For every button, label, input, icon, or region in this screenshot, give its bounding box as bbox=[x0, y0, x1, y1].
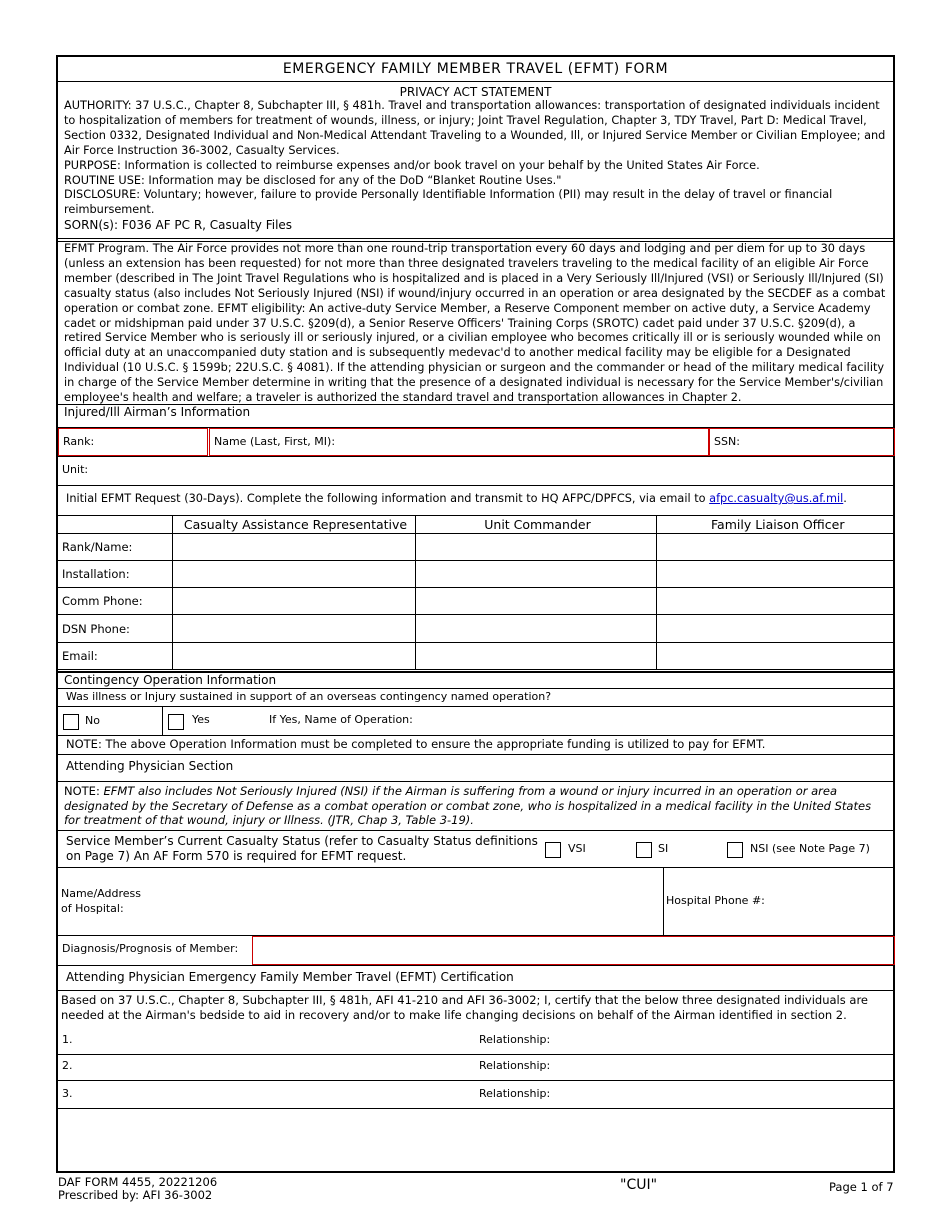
disclosure-text: Voluntary; however, failure to provide Personally Identifiable Information (PII) may result in the delay of travel or financial reimbursement. bbox=[64, 188, 833, 217]
car-rank-name-field[interactable] bbox=[172, 533, 415, 560]
certification-heading-row bbox=[58, 966, 893, 991]
initial-request-period: . bbox=[843, 492, 847, 505]
efmt-program-body: The Air Force provides not more than one round-trip transportation every 60 days and lodging and per diem for up to 30 days (unless an extension has been requested) for not more than three designated travelers traveling to the medical facility of an eligible Air Force member (described in The Joint Travel Regulations who is hospitalized and is placed in a Very Seriously Ill/Injured (VSI) or Seriously Ill/Injured (SI) casualty status (also includes Not Seriously Injured (NSI) if wound/injury occurred in an operation or area designated by the SECDEF as a combat operation or combat zone. EFMT eligibility: An active-duty Service Member, a Reserve Component member on active duty, a Service Academy cadet or midshipman paid under 37 U.S.C. §209(d), a Senior Reserve Officers' Training Corps (SROTC) cadet paid under 37 U.S.C. §209(d), a retired Service Member who is seriously ill or seriously injured, or a civilian employee who becomes critically ill or is seriously wounded while on official duty at an unaccompanied duty station and is subsequently medevac'd to another medical facility may be eligible for a Designated Individual (10 U.S.C. § 1599b; 22U.S.C. § 4081). If the attending physician or surgeon and the commander or head of the military medical facility in charge of the Service Member determine in writing that the presence of a designated individual is necessary for the Service Member's/civilian employee's health and welfare; a traveler is authorized the standard travel and transportation allowances in Chapter 2. bbox=[64, 242, 886, 405]
name-field[interactable] bbox=[209, 428, 709, 456]
privacy-purpose bbox=[64, 159, 887, 174]
commander-installation-field[interactable] bbox=[415, 560, 656, 587]
purpose-label: PURPOSE: bbox=[64, 158, 121, 172]
contacts-col-header: Unit Commander bbox=[415, 516, 656, 533]
disclosure-label: DISCLOSURE: bbox=[64, 188, 141, 202]
row-label: Rank/Name: bbox=[58, 533, 172, 560]
flo-rank-name-field[interactable] bbox=[656, 533, 895, 560]
physician-heading: Attending Physician Section bbox=[66, 759, 234, 773]
hospital-label-line: of Hospital: bbox=[61, 902, 124, 915]
row-label: Email: bbox=[58, 642, 172, 669]
ssn-label: SSN: bbox=[714, 435, 740, 448]
answer-divider bbox=[162, 707, 163, 735]
routine-use-label: ROUTINE USE: bbox=[64, 173, 145, 187]
diagnosis-row bbox=[58, 936, 893, 966]
physician-note-label: NOTE: bbox=[64, 784, 100, 798]
designee-row[interactable] bbox=[58, 1029, 893, 1055]
nsi-label: NSI (see Note Page 7) bbox=[750, 842, 870, 855]
contacts-header-blank bbox=[58, 516, 172, 533]
efmt-program-text bbox=[64, 242, 887, 406]
hospital-name-field[interactable] bbox=[148, 870, 658, 932]
contingency-note-row bbox=[58, 736, 893, 755]
airman-info-heading: Injured/Ill Airman’s Information bbox=[64, 405, 251, 419]
si-checkbox[interactable] bbox=[636, 842, 652, 858]
flo-installation-field[interactable] bbox=[656, 560, 895, 587]
casualty-status-row bbox=[58, 831, 893, 868]
unit-row[interactable] bbox=[58, 457, 893, 486]
car-installation-field[interactable] bbox=[172, 560, 415, 587]
commander-dsn-phone-field[interactable] bbox=[415, 615, 656, 642]
rank-field[interactable] bbox=[58, 428, 208, 456]
row-label: Installation: bbox=[58, 560, 172, 587]
contacts-table bbox=[58, 516, 895, 670]
unit-label: Unit: bbox=[62, 463, 89, 476]
cui-marking: "CUI" bbox=[620, 1177, 658, 1193]
designee-row[interactable] bbox=[58, 1081, 893, 1109]
flo-comm-phone-field[interactable] bbox=[656, 588, 895, 615]
page-number: Page 1 of 7 bbox=[829, 1180, 894, 1194]
efmt-form bbox=[56, 55, 895, 1173]
routine-use-text: Information may be disclosed for any of the DoD “Blanket Routine Uses." bbox=[144, 173, 562, 187]
physician-note-text: EFMT also includes Not Seriously Injured (NSI) if the Airman is suffering from a wound or injury incurred in an operation or area designated by the Secretary of Defense as a combat operation or combat zone, who is hospitalized in a medical facility in the United States for treatment of that wound, injury or Illness. (JTR, Chap 3, Table 3-19). bbox=[64, 784, 872, 828]
form-title: EMERGENCY FAMILY MEMBER TRAVEL (EFMT) FORM bbox=[282, 61, 669, 77]
car-email-field[interactable] bbox=[172, 642, 415, 669]
casualty-email-link[interactable]: afpc.casualty@us.af.mil bbox=[709, 492, 844, 505]
hospital-phone-label: Hospital Phone #: bbox=[666, 894, 765, 907]
operation-name-label: If Yes, Name of Operation: bbox=[269, 713, 413, 726]
yes-label: Yes bbox=[192, 713, 210, 726]
operation-name-field[interactable] bbox=[428, 709, 888, 733]
casualty-status-line: on Page 7) An AF Form 570 is required for EFMT request. bbox=[66, 848, 407, 863]
sorn-label: SORN(s): bbox=[64, 218, 119, 233]
table-row bbox=[58, 533, 895, 560]
table-row bbox=[58, 642, 895, 669]
contingency-heading-row bbox=[58, 673, 893, 689]
privacy-routine-use bbox=[64, 174, 887, 189]
form-title-row bbox=[58, 57, 893, 82]
privacy-act-section bbox=[58, 82, 893, 239]
efmt-program-label: EFMT Program. bbox=[64, 242, 150, 255]
authority-label: AUTHORITY: bbox=[64, 99, 132, 112]
physician-heading-row bbox=[58, 755, 893, 782]
hospital-phone-field[interactable] bbox=[768, 870, 892, 932]
row-label: Comm Phone: bbox=[58, 588, 172, 615]
table-row bbox=[58, 560, 895, 587]
casualty-status-text bbox=[66, 834, 538, 863]
relationship-label: Relationship: bbox=[479, 1087, 551, 1100]
initial-request-row bbox=[58, 486, 893, 516]
privacy-authority bbox=[64, 99, 887, 159]
table-row bbox=[58, 588, 895, 615]
hospital-label-line: Name/Address bbox=[61, 887, 141, 900]
designee-number: 1. bbox=[62, 1033, 73, 1046]
nsi-checkbox[interactable] bbox=[727, 842, 743, 858]
sorn-text: F036 AF PC R, Casualty Files bbox=[118, 218, 293, 233]
no-checkbox[interactable] bbox=[63, 714, 79, 730]
privacy-disclosure bbox=[64, 188, 887, 218]
certification-heading: Attending Physician Emergency Family Member Travel (EFMT) Certification bbox=[66, 970, 514, 984]
physician-note-row bbox=[58, 782, 893, 831]
contingency-question: Was illness or Injury sustained in support of an overseas contingency named operation? bbox=[66, 690, 552, 703]
authority-text: 37 U.S.C., Chapter 8, Subchapter III, § 481h. Travel and transportation allowances: transportation of designated individuals incident to hospitalization of members for treatment of wounds, illness, or injury; Joint Travel Regulation, Chapter 3, TDY Travel, Part D: Medical Travel, Section 0332, Designated Individual and Non-Medical Attendant Traveling to a Wounded, Ill, or Injured Service Member or Civilian Employee; and Air Force Instruction 36-3002, Casualty Services. bbox=[64, 99, 886, 157]
hospital-row bbox=[58, 868, 893, 936]
ssn-field[interactable] bbox=[709, 428, 895, 456]
flo-email-field[interactable] bbox=[656, 642, 895, 669]
vsi-label: VSI bbox=[568, 842, 586, 855]
row-label: DSN Phone: bbox=[58, 615, 172, 642]
no-label: No bbox=[85, 714, 100, 727]
car-comm-phone-field[interactable] bbox=[172, 588, 415, 615]
physician-note bbox=[64, 784, 887, 828]
form-id: DAF FORM 4455, 20221206 bbox=[58, 1175, 218, 1189]
car-dsn-phone-field[interactable] bbox=[172, 615, 415, 642]
privacy-sorn bbox=[64, 218, 887, 233]
contingency-answer-row bbox=[58, 707, 893, 736]
rank-label: Rank: bbox=[63, 435, 95, 448]
purpose-text: Information is collected to reimburse expenses and/or book travel on your behalf by the United States Air Force. bbox=[120, 158, 760, 172]
si-label: SI bbox=[658, 842, 669, 855]
flo-dsn-phone-field[interactable] bbox=[656, 615, 895, 642]
designee-number: 2. bbox=[62, 1059, 73, 1072]
certification-text: Based on 37 U.S.C., Chapter 8, Subchapter III, § 481h, AFI 41-210 and AFI 36-3002; I, certify that the below three designated individuals are needed at the Airman's bedside to aid in recovery and/or to make life changing decisions on behalf of the Airman identified in section 2. bbox=[61, 993, 868, 1022]
contacts-header-row bbox=[58, 516, 895, 533]
relationship-label: Relationship: bbox=[479, 1059, 551, 1072]
prescribed-by: Prescribed by: AFI 36-3002 bbox=[58, 1188, 213, 1202]
casualty-status-line: Service Member’s Current Casualty Status (refer to Casualty Status definitions bbox=[66, 834, 538, 848]
commander-rank-name-field[interactable] bbox=[415, 533, 656, 560]
commander-comm-phone-field[interactable] bbox=[415, 588, 656, 615]
hospital-name-label bbox=[61, 886, 141, 916]
relationship-label: Relationship: bbox=[479, 1033, 551, 1046]
commander-email-field[interactable] bbox=[415, 642, 656, 669]
diagnosis-field[interactable] bbox=[252, 936, 895, 965]
designee-row[interactable] bbox=[58, 1055, 893, 1081]
yes-checkbox[interactable] bbox=[168, 714, 184, 730]
diagnosis-label: Diagnosis/Prognosis of Member: bbox=[62, 942, 239, 955]
table-row bbox=[58, 615, 895, 642]
efmt-program-section bbox=[58, 242, 893, 405]
name-label: Name (Last, First, MI): bbox=[214, 435, 336, 448]
privacy-act-heading: PRIVACY ACT STATEMENT bbox=[399, 85, 552, 99]
contacts-col-header: Family Liaison Officer bbox=[656, 516, 895, 533]
contingency-heading: Contingency Operation Information bbox=[64, 673, 277, 687]
contacts-col-header: Casualty Assistance Representative bbox=[172, 516, 415, 533]
contingency-note: NOTE: The above Operation Information must be completed to ensure the appropriate funding is utilized to pay for EFMT. bbox=[66, 737, 766, 751]
contingency-question-row bbox=[58, 689, 893, 707]
vsi-checkbox[interactable] bbox=[545, 842, 561, 858]
airman-info-heading-row bbox=[58, 405, 893, 428]
initial-request-text: Initial EFMT Request (30-Days). Complete the following information and transmit to HQ AFPC/DPFCS, via email to bbox=[66, 492, 710, 505]
hospital-divider bbox=[663, 868, 664, 935]
airman-id-row bbox=[58, 428, 893, 457]
designee-number: 3. bbox=[62, 1087, 73, 1100]
